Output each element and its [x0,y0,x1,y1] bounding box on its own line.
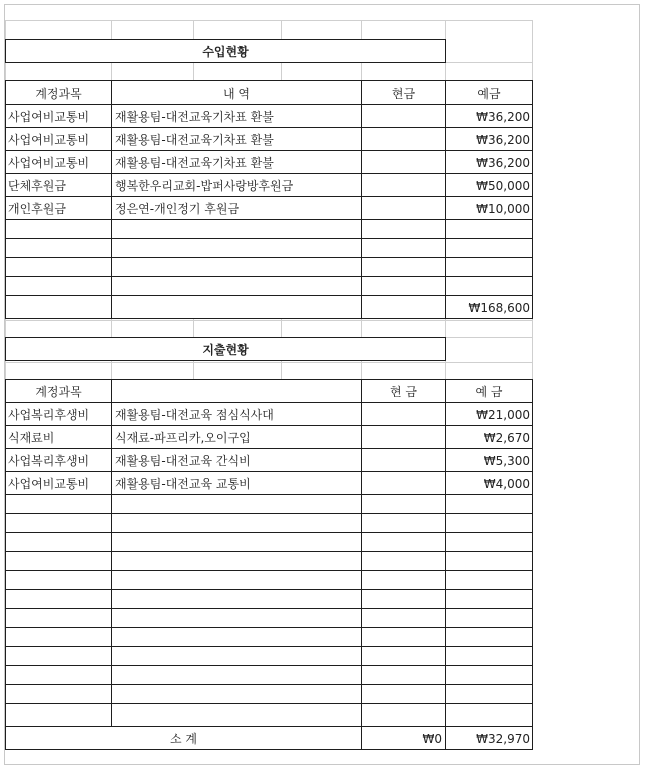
expense-header-deposit: 예 금 [475,385,503,399]
grid-line [281,318,282,337]
income-account-cell: 사업여비교통비 [8,133,90,147]
table-border [5,532,533,533]
table-border [5,379,533,380]
table-border [5,80,6,318]
income-description-cell: 정은연-개인정기 후원금 [115,202,240,216]
table-border [5,494,533,495]
grid-line [445,360,446,379]
income-account-cell: 사업여비교통비 [8,110,90,124]
income-header-deposit: 예금 [477,87,501,101]
table-border [5,684,533,685]
grid-line [532,39,533,62]
grid-line [193,62,194,80]
income-deposit-cell: ₩36,200 [476,156,530,170]
expense-header-account: 계정과목 [35,385,82,399]
grid-line [5,62,6,80]
grid-line [193,360,194,379]
grid-line [5,20,6,39]
table-border [445,337,446,361]
grid-line [111,20,112,39]
table-border [5,173,533,174]
expense-description-cell: 재활용팀-대전교육 간식비 [115,454,251,468]
table-border [111,80,112,318]
income-deposit-cell: ₩36,200 [476,110,530,124]
income-header-cash: 현금 [391,87,416,101]
grid-line [361,20,362,39]
grid-line [532,20,533,39]
grid-line [532,337,533,360]
grid-line [445,20,446,39]
grid-line [281,360,282,379]
income-account-cell: 개인후원금 [8,202,66,216]
income-deposit-cell: ₩36,200 [476,133,530,147]
grid-line [111,62,112,80]
expense-account-cell: 식재료비 [8,431,55,445]
table-border [5,513,533,514]
grid-line [193,318,194,337]
income-description-cell: 재활용팀-대전교육기차표 환불 [115,156,274,170]
table-border [5,646,533,647]
expense-header-cash: 현 금 [390,385,417,399]
expense-deposit-cell: ₩5,300 [483,454,530,468]
expense-subtotal-label: 소 계 [170,732,197,746]
table-border [5,379,6,749]
grid-line [5,360,6,379]
expense-subtotal-deposit: ₩32,970 [476,732,530,746]
table-border [5,295,533,296]
table-border [5,80,533,81]
table-border [5,726,533,727]
grid-line [193,20,194,39]
table-border [5,448,533,449]
table-border [5,276,533,277]
expense-account-cell: 사업복리후생비 [8,454,90,468]
grid-line [361,360,362,379]
grid-line [5,320,533,321]
table-border [5,104,533,105]
grid-line [111,360,112,379]
table-border [5,62,446,63]
grid-line [111,318,112,337]
income-deposit-cell: ₩10,000 [476,202,530,216]
grid-line [5,20,533,21]
table-border [532,80,533,318]
table-border [5,425,533,426]
table-border [5,471,533,472]
income-description-cell: 행복한우리교회-밥퍼사랑방후원금 [115,179,294,193]
expense-description-cell: 재활용팀-대전교육 교통비 [115,477,251,491]
income-account-cell: 단체후원금 [8,179,66,193]
table-border [5,219,533,220]
table-border [5,402,533,403]
table-border [361,379,362,749]
table-border [5,665,533,666]
expense-description-cell: 식재료-파프리카,오이구입 [115,431,251,445]
expense-title: 지출현황 [202,343,249,357]
table-border [5,551,533,552]
expense-account-cell: 사업여비교통비 [8,477,90,491]
income-account-cell: 사업여비교통비 [8,156,90,170]
grid-line [361,62,362,80]
table-border [532,379,533,749]
table-border [5,196,533,197]
table-border [5,570,533,571]
income-header-account: 계정과목 [35,87,82,101]
table-border [5,749,533,750]
table-border [111,379,112,726]
table-border [5,360,446,361]
expense-subtotal-cash: ₩0 [422,732,442,746]
income-title: 수입현황 [202,45,249,59]
income-description-cell: 재활용팀-대전교육기차표 환불 [115,110,274,124]
table-border [5,589,533,590]
expense-account-cell: 사업복리후생비 [8,408,90,422]
income-header-description: 내 역 [223,87,250,101]
grid-line [281,62,282,80]
expense-description-cell: 재활용팀-대전교육 점심식사대 [115,408,274,422]
grid-line [445,62,446,80]
table-border [361,80,362,318]
table-border [5,238,533,239]
grid-line [532,360,533,379]
table-border [5,257,533,258]
grid-line [361,318,362,337]
expense-deposit-cell: ₩21,000 [476,408,530,422]
table-border [5,39,446,40]
table-border [5,318,533,319]
table-border [5,608,533,609]
table-border [5,703,533,704]
grid-line [5,362,533,363]
income-total: ₩168,600 [468,301,530,315]
expense-deposit-cell: ₩4,000 [483,477,530,491]
table-border [5,337,446,338]
table-border [445,39,446,63]
grid-line [5,318,6,337]
table-border [5,127,533,128]
table-border [5,150,533,151]
grid-line [281,20,282,39]
income-deposit-cell: ₩50,000 [476,179,530,193]
grid-line [532,318,533,337]
income-description-cell: 재활용팀-대전교육기차표 환불 [115,133,274,147]
grid-line [532,62,533,80]
grid-line [445,318,446,337]
expense-deposit-cell: ₩2,670 [483,431,530,445]
table-border [5,627,533,628]
